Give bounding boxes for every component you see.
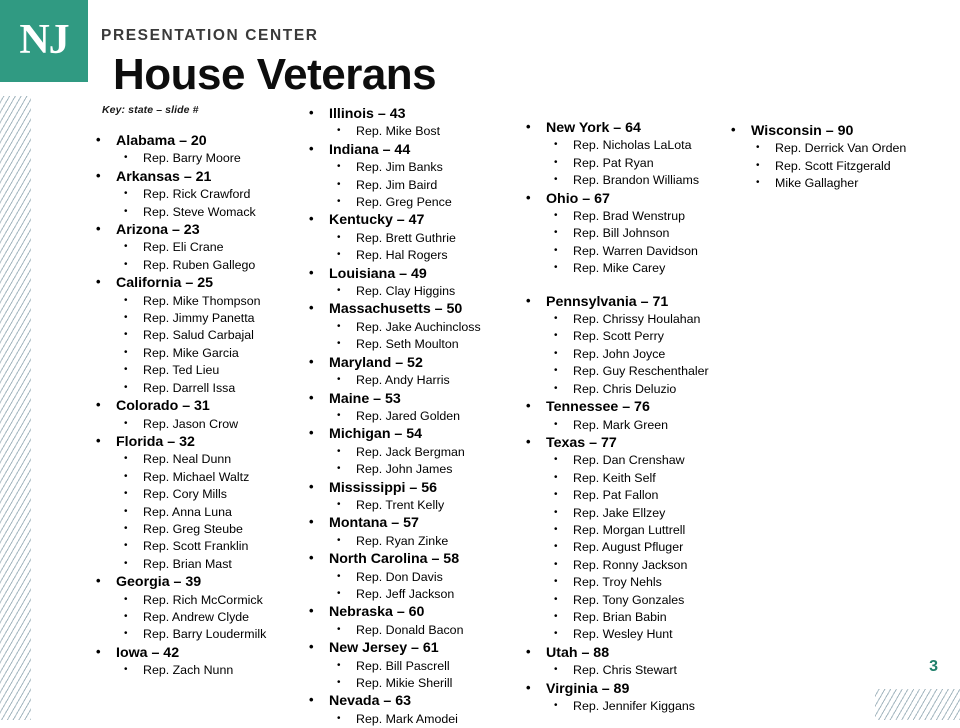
representative-item: • Rep. Darrell Issa [88, 380, 300, 397]
representative-item: • Rep. Bill Pascrell [301, 658, 513, 675]
representative-item: • Rep. Mike Bost [301, 123, 513, 140]
representative-item: • Rep. Wesley Hunt [518, 626, 723, 643]
state-heading: • Ohio – 67 [518, 190, 723, 208]
state-heading: • Iowa – 42 [88, 644, 300, 662]
state-heading: • Kentucky – 47 [301, 211, 513, 229]
representative-item: • Rep. Jim Baird [301, 177, 513, 194]
representative-item: • Rep. Jake Ellzey [518, 505, 723, 522]
representative-item: • Rep. Hal Rogers [301, 247, 513, 264]
page-title: House Veterans [113, 49, 437, 99]
slide-number: 3 [929, 658, 938, 675]
state-heading: • Texas – 77 [518, 434, 723, 452]
slide-header [101, 28, 436, 97]
state-heading: • Maine – 53 [301, 390, 513, 408]
representative-item: • Rep. Mike Thompson [88, 293, 300, 310]
state-heading: • Tennessee – 76 [518, 398, 723, 416]
representative-item: • Rep. Zach Nunn [88, 662, 300, 679]
representative-item: • Rep. Chris Deluzio [518, 381, 723, 398]
representative-item: • Rep. Brett Guthrie [301, 230, 513, 247]
state-heading: • Nebraska – 60 [301, 603, 513, 621]
state-heading: • Illinois – 43 [301, 105, 513, 123]
state-heading: • Alabama – 20 [88, 132, 300, 150]
representative-item: • Mike Gallagher [723, 175, 953, 192]
state-heading: • Maryland – 52 [301, 354, 513, 372]
representative-item: • Rep. Warren Davidson [518, 243, 723, 260]
nj-logo-text: NJ [19, 17, 69, 63]
representative-item: • Rep. Barry Loudermilk [88, 626, 300, 643]
state-heading: • Georgia – 39 [88, 573, 300, 591]
representative-item: • Rep. Brian Babin [518, 609, 723, 626]
content-column-2 [301, 105, 513, 728]
representative-item: • Rep. Mike Garcia [88, 345, 300, 362]
representative-item: • Rep. Nicholas LaLota [518, 137, 723, 154]
representative-item: • Rep. Derrick Van Orden [723, 140, 953, 157]
representative-item: • Rep. Jason Crow [88, 416, 300, 433]
nj-logo [0, 0, 88, 82]
representative-item: • Rep. Eli Crane [88, 239, 300, 256]
state-heading: • Massachusetts – 50 [301, 300, 513, 318]
representative-item: • Rep. Ronny Jackson [518, 557, 723, 574]
state-heading: • Utah – 88 [518, 644, 723, 662]
representative-item: • Rep. Mikie Sherill [301, 675, 513, 692]
representative-item: • Rep. Dan Crenshaw [518, 452, 723, 469]
state-heading: • Virginia – 89 [518, 680, 723, 698]
representative-item: • Rep. Guy Reschenthaler [518, 363, 723, 380]
representative-item: • Rep. Troy Nehls [518, 574, 723, 591]
representative-item: • Rep. Greg Steube [88, 521, 300, 538]
content-column-3 [518, 119, 723, 715]
representative-item: • Rep. Keith Self [518, 470, 723, 487]
representative-item: • Rep. Jennifer Kiggans [518, 698, 723, 715]
representative-item: • Rep. Brad Wenstrup [518, 208, 723, 225]
content-column-1 [88, 132, 300, 680]
representative-item: • Rep. Pat Ryan [518, 155, 723, 172]
representative-item: • Rep. Ruben Gallego [88, 257, 300, 274]
representative-item: • Rep. Steve Womack [88, 204, 300, 221]
representative-item: • Rep. Jared Golden [301, 408, 513, 425]
representative-item: • Rep. Don Davis [301, 569, 513, 586]
content-column-4 [723, 122, 953, 193]
representative-item: • Rep. Donald Bacon [301, 622, 513, 639]
representative-item: • Rep. Bill Johnson [518, 225, 723, 242]
representative-item: • Rep. Brian Mast [88, 556, 300, 573]
representative-item: • Rep. Scott Fitzgerald [723, 158, 953, 175]
state-heading: • Indiana – 44 [301, 141, 513, 159]
representative-item: • Rep. Tony Gonzales [518, 592, 723, 609]
representative-item: • Rep. Rick Crawford [88, 186, 300, 203]
state-heading: • North Carolina – 58 [301, 550, 513, 568]
state-heading: • Wisconsin – 90 [723, 122, 953, 140]
brand-tagline: PRESENTATION CENTER [101, 27, 319, 44]
representative-item: • Rep. John Joyce [518, 346, 723, 363]
decorative-hatch-left [0, 96, 31, 720]
representative-item: • Rep. John James [301, 461, 513, 478]
state-heading: • Michigan – 54 [301, 425, 513, 443]
representative-item: • Rep. Mike Carey [518, 260, 723, 277]
representative-item: • Rep. Andy Harris [301, 372, 513, 389]
representative-item: • Rep. Seth Moulton [301, 336, 513, 353]
representative-item: • Rep. Andrew Clyde [88, 609, 300, 626]
representative-item: • Rep. Trent Kelly [301, 497, 513, 514]
representative-item: • Rep. Ted Lieu [88, 362, 300, 379]
representative-item: • Rep. Mark Green [518, 417, 723, 434]
representative-item: • Rep. Barry Moore [88, 150, 300, 167]
representative-item: • Rep. Jim Banks [301, 159, 513, 176]
state-heading: • Colorado – 31 [88, 397, 300, 415]
state-heading: • Arizona – 23 [88, 221, 300, 239]
state-heading: • Arkansas – 21 [88, 168, 300, 186]
representative-item: • Rep. Brandon Williams [518, 172, 723, 189]
representative-item: • Rep. Anna Luna [88, 504, 300, 521]
representative-item: • Rep. Pat Fallon [518, 487, 723, 504]
representative-item: • Rep. Chris Stewart [518, 662, 723, 679]
state-heading: • Florida – 32 [88, 433, 300, 451]
representative-item: • Rep. Ryan Zinke [301, 533, 513, 550]
representative-item: • Rep. Michael Waltz [88, 469, 300, 486]
representative-item: • Rep. Jimmy Panetta [88, 310, 300, 327]
representative-item: • Rep. Jeff Jackson [301, 586, 513, 603]
representative-item: • Rep. August Pfluger [518, 539, 723, 556]
state-heading: • Mississippi – 56 [301, 479, 513, 497]
representative-item: • Rep. Jack Bergman [301, 444, 513, 461]
representative-item: • Rep. Scott Franklin [88, 538, 300, 555]
state-heading: • Montana – 57 [301, 514, 513, 532]
state-heading: • New York – 64 [518, 119, 723, 137]
representative-item: • Rep. Rich McCormick [88, 592, 300, 609]
state-heading: • California – 25 [88, 274, 300, 292]
representative-item: • Rep. Clay Higgins [301, 283, 513, 300]
representative-item: • Rep. Chrissy Houlahan [518, 311, 723, 328]
representative-item: • Rep. Mark Amodei [301, 711, 513, 728]
representative-item: • Rep. Morgan Luttrell [518, 522, 723, 539]
key-legend-note: Key: state – slide # [102, 104, 199, 116]
representative-item: • Rep. Cory Mills [88, 486, 300, 503]
representative-item: • Rep. Neal Dunn [88, 451, 300, 468]
representative-item: • Rep. Scott Perry [518, 328, 723, 345]
state-heading: • Nevada – 63 [301, 692, 513, 710]
representative-item: • Rep. Salud Carbajal [88, 327, 300, 344]
state-heading: • Louisiana – 49 [301, 265, 513, 283]
state-heading: • New Jersey – 61 [301, 639, 513, 657]
state-heading: • Pennsylvania – 71 [518, 293, 723, 311]
representative-item: • Rep. Greg Pence [301, 194, 513, 211]
representative-item: • Rep. Jake Auchincloss [301, 319, 513, 336]
decorative-hatch-bottom-right [875, 689, 960, 720]
